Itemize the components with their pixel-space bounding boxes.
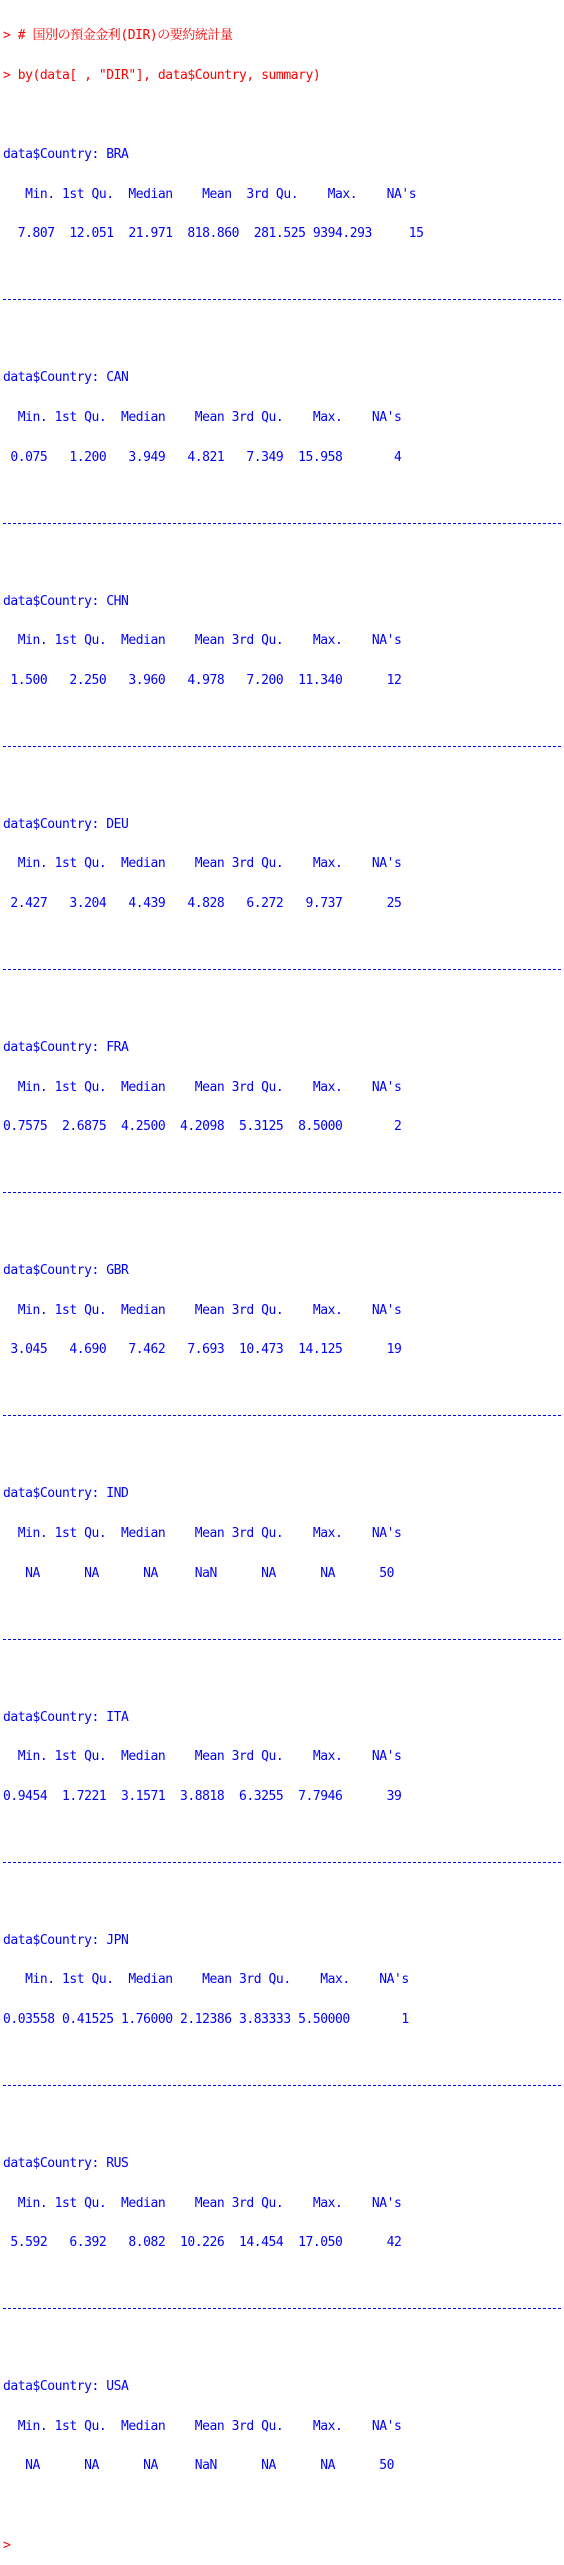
summary-header: Min. 1st Qu. Median Mean 3rd Qu. Max. NA's [3,1079,402,1095]
group-can [3,345,564,490]
group-ita [3,1684,564,1829]
group-title: data$Country: CHN [3,593,129,609]
group-separator [3,1192,561,1193]
summary-values: 0.9454 1.7221 3.1571 3.8818 6.3255 7.7946 39 [3,1788,402,1804]
group-title: data$Country: BRA [3,147,129,163]
group-separator [3,1415,561,1416]
group-title: data$Country: DEU [3,816,129,832]
group-rus [3,2131,564,2276]
group-ind [3,1461,564,1606]
group-jpn [3,1907,564,2052]
group-gbr [3,1238,564,1383]
group-separator [3,299,561,300]
summary-header: Min. 1st Qu. Median Mean 3rd Qu. Max. NA's [3,1972,409,1988]
group-title: data$Country: ITA [3,1709,129,1725]
group-separator [3,969,561,970]
group-title: data$Country: CAN [3,370,129,386]
summary-header: Min. 1st Qu. Median Mean 3rd Qu. Max. NA's [3,1302,402,1318]
summary-header: Min. 1st Qu. Median Mean 3rd Qu. Max. NA's [3,2195,402,2211]
summary-values: NA NA NA NaN NA NA 50 [3,2458,394,2474]
summary-values: NA NA NA NaN NA NA 50 [3,1565,394,1581]
group-title: data$Country: RUS [3,2156,129,2172]
group-title: data$Country: FRA [3,1040,129,1056]
group-deu [3,791,564,936]
summary-values: 2.427 3.204 4.439 4.828 6.272 9.737 25 [3,896,402,911]
summary-values: 5.592 6.392 8.082 10.226 14.454 17.050 42 [3,2235,402,2251]
group-title: data$Country: GBR [3,1263,129,1279]
group-bra [3,122,564,267]
summary-header: Min. 1st Qu. Median Mean 3rd Qu. Max. NA's [3,633,402,649]
summary-header: Min. 1st Qu. Median Mean 3rd Qu. Max. NA's [3,1749,402,1765]
group-separator [3,2085,561,2086]
group-separator [3,1639,561,1640]
summary-header: Min. 1st Qu. Median Mean 3rd Qu. Max. NA's [3,1526,402,1542]
summary-header: Min. 1st Qu. Median Mean 3rd Qu. Max. NA's [3,2418,402,2434]
group-fra [3,1015,564,1160]
command-by-line: > by(data[ , "DIR"], data$Country, summary) [3,68,321,83]
group-separator [3,1862,561,1863]
prompt-cursor[interactable]: > [3,2537,11,2553]
group-title: data$Country: JPN [3,1932,129,1948]
group-chn [3,568,564,713]
group-usa [3,2354,564,2499]
group-title: data$Country: USA [3,2379,129,2395]
group-separator [3,523,561,524]
summary-values: 0.03558 0.41525 1.76000 2.12386 3.83333 5.50000 1 [3,2012,409,2028]
group-separator [3,746,561,747]
summary-values: 0.7575 2.6875 4.2500 4.2098 5.3125 8.5000 2 [3,1119,402,1135]
summary-values: 7.807 12.051 21.971 818.860 281.525 9394.293 15 [3,226,424,242]
summary-header: Min. 1st Qu. Median Mean 3rd Qu. Max. NA's [3,410,402,425]
group-title: data$Country: IND [3,1486,129,1502]
summary-values: 1.500 2.250 3.960 4.978 7.200 11.340 12 [3,672,402,688]
command-comment-line: > # 国別の預金金利(DIR)の要約統計量 [3,28,233,44]
summary-values: 3.045 4.690 7.462 7.693 10.473 14.125 19 [3,1342,402,1358]
summary-header: Min. 1st Qu. Median Mean 3rd Qu. Max. NA's [3,856,402,872]
summary-values: 0.075 1.200 3.949 4.821 7.349 15.958 4 [3,449,402,465]
summary-header: Min. 1st Qu. Median Mean 3rd Qu. Max. NA's [3,186,417,202]
group-separator [3,2308,561,2309]
